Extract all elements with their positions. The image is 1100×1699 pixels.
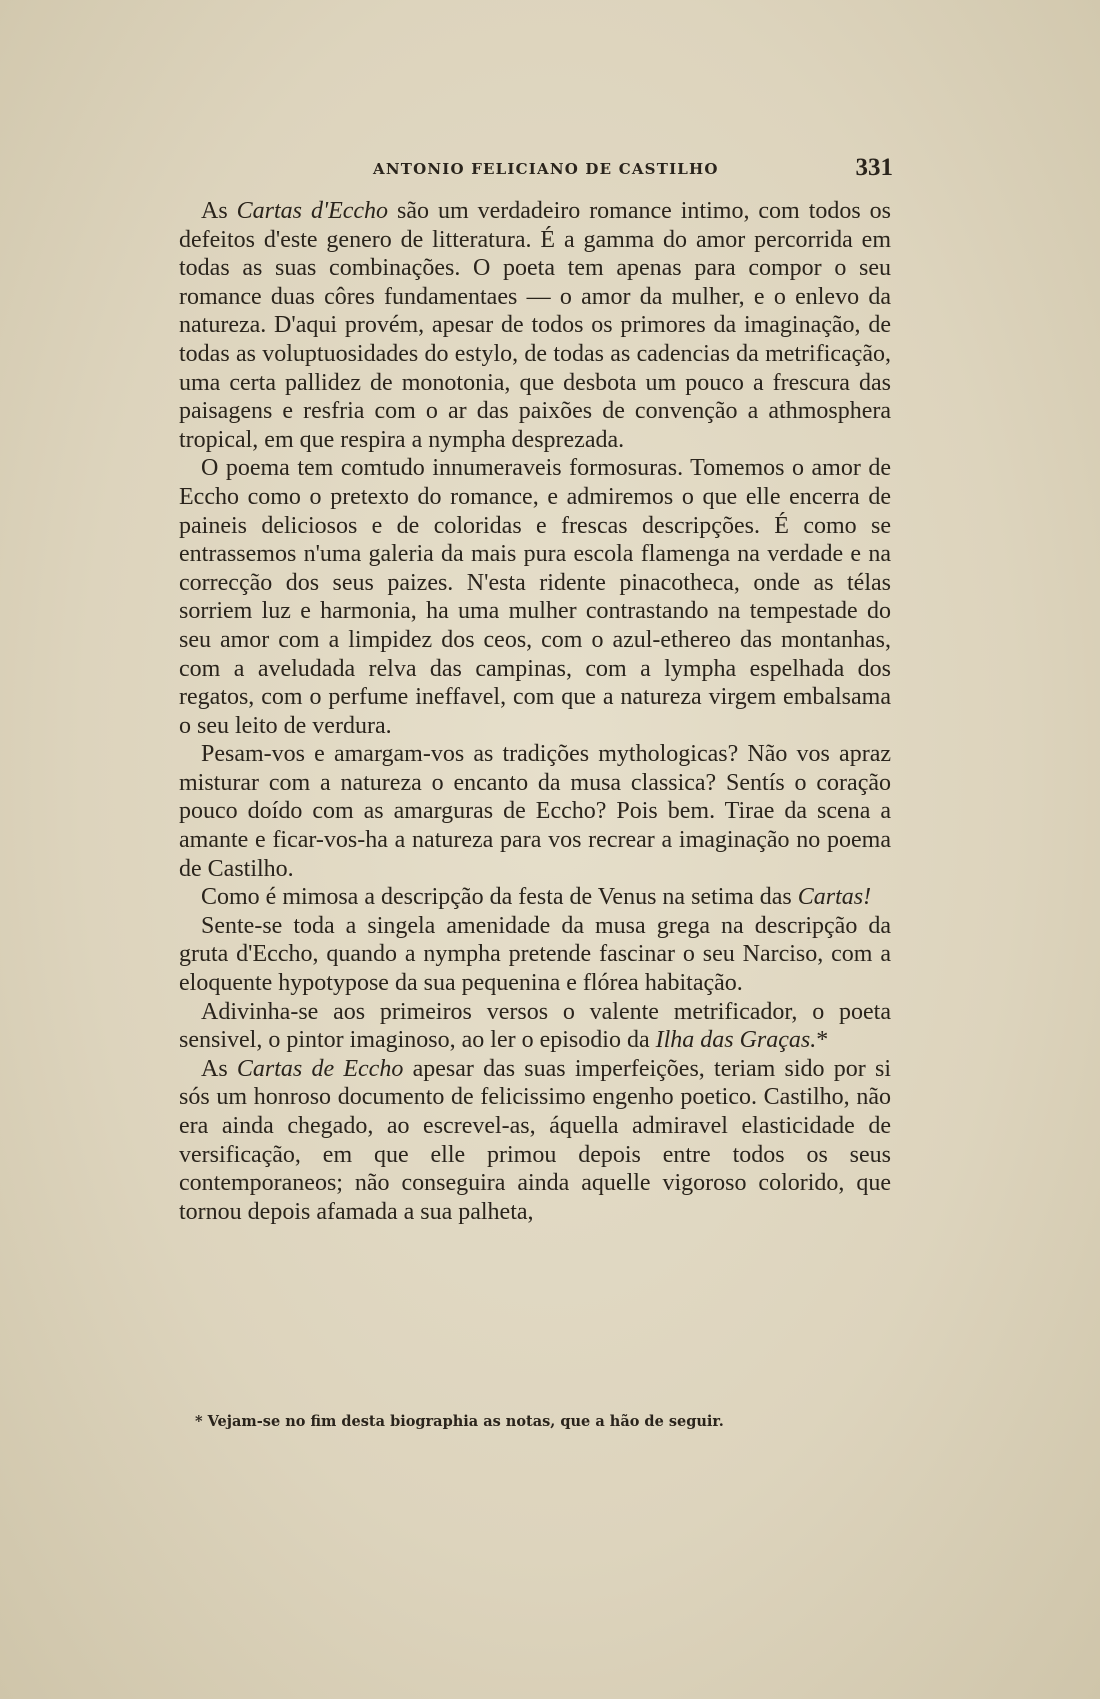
page-number: 331 xyxy=(855,154,893,181)
footnote: * Vejam-se no fim desta biographia as notas, que a hão de seguir. xyxy=(195,1413,724,1430)
page-header xyxy=(373,154,893,188)
paragraph: As Cartas de Eccho apesar das suas imperfeições, teriam sido por si sós um honroso documento de felicissimo engenho poetico. Castilho, não era ainda chegado, ao escrevel-as, áquella admiravel elasticidade de versificação, em que elle primou depois entre todos os seus contemporaneos; não conseguira ainda aquelle vigoroso colorido, que tornou depois afamada a sua palheta, xyxy=(179,1055,892,1225)
paragraph: O poema tem comtudo innumeraveis formosuras. Tomemos o amor de Eccho como o pretexto do romance, e admiremos o que elle encerra de paineis deliciosos e de coloridas e frescas descripções. É como se entrassemos n'uma galeria da mais pura escola flamenga na verdade e na correcção dos seus paizes. N'esta ridente pinacotheca, onde as télas sorriem luz e harmonia, ha uma mulher contrastando na tempestade do seu amor com a limpidez dos ceos, com o azul-ethereo das montanhas, com a aveludada relva das campinas, com a lympha espelhada dos regatos, com o perfume ineffavel, com que a natureza virgem embalsama o seu leito de verdura. xyxy=(179,455,891,739)
paragraph: As Cartas d'Eccho são um verdadeiro romance intimo, com todos os defeitos d'este genero de litteratura. É a gamma do amor percorrida em todas as suas combinações. O poeta tem apenas para compor o seu romance duas côres fundamentaes — o amor da mulher, e o enlevo da natureza. D'aqui provém, apesar de todos os primores da imaginação, de todas as voluptuosidades do estylo, de todas as cadencias da metrificação, uma certa pallidez de monotonia, que desbota um pouco a frescura das paisagens e resfria com o ar das paixões de convenção a athmosphera tropical, em que respira a nympha desprezada. xyxy=(179,198,892,453)
paragraph: Pesam-vos e amargam-vos as tradições mythologicas? Não vos apraz misturar com a natureza o encanto da musa classica? Sentís o coração pouco doído com as amarguras de Eccho? Pois bem. Tirae da scena a amante e ficar-vos-ha a natureza para vos recrear a imaginação no poema de Castilho. xyxy=(179,741,891,882)
paragraph: Como é mimosa a descripção da festa de Venus na setima das Cartas! xyxy=(201,884,872,911)
paragraph: Adivinha-se aos primeiros versos o valente metrificador, o poeta sensivel, o pintor imaginoso, ao ler o episodio da Ilha das Graças.* xyxy=(179,998,891,1054)
paragraph: Sente-se toda a singela amenidade da musa grega na descripção da gruta d'Eccho, quando a nympha pretende fascinar o seu Narciso, com a eloquente hypotypose da sua pequenina e flórea habitação. xyxy=(179,912,891,997)
running-title: ANTONIO FELICIANO DE CASTILHO xyxy=(373,160,719,178)
body-text xyxy=(179,197,891,1226)
